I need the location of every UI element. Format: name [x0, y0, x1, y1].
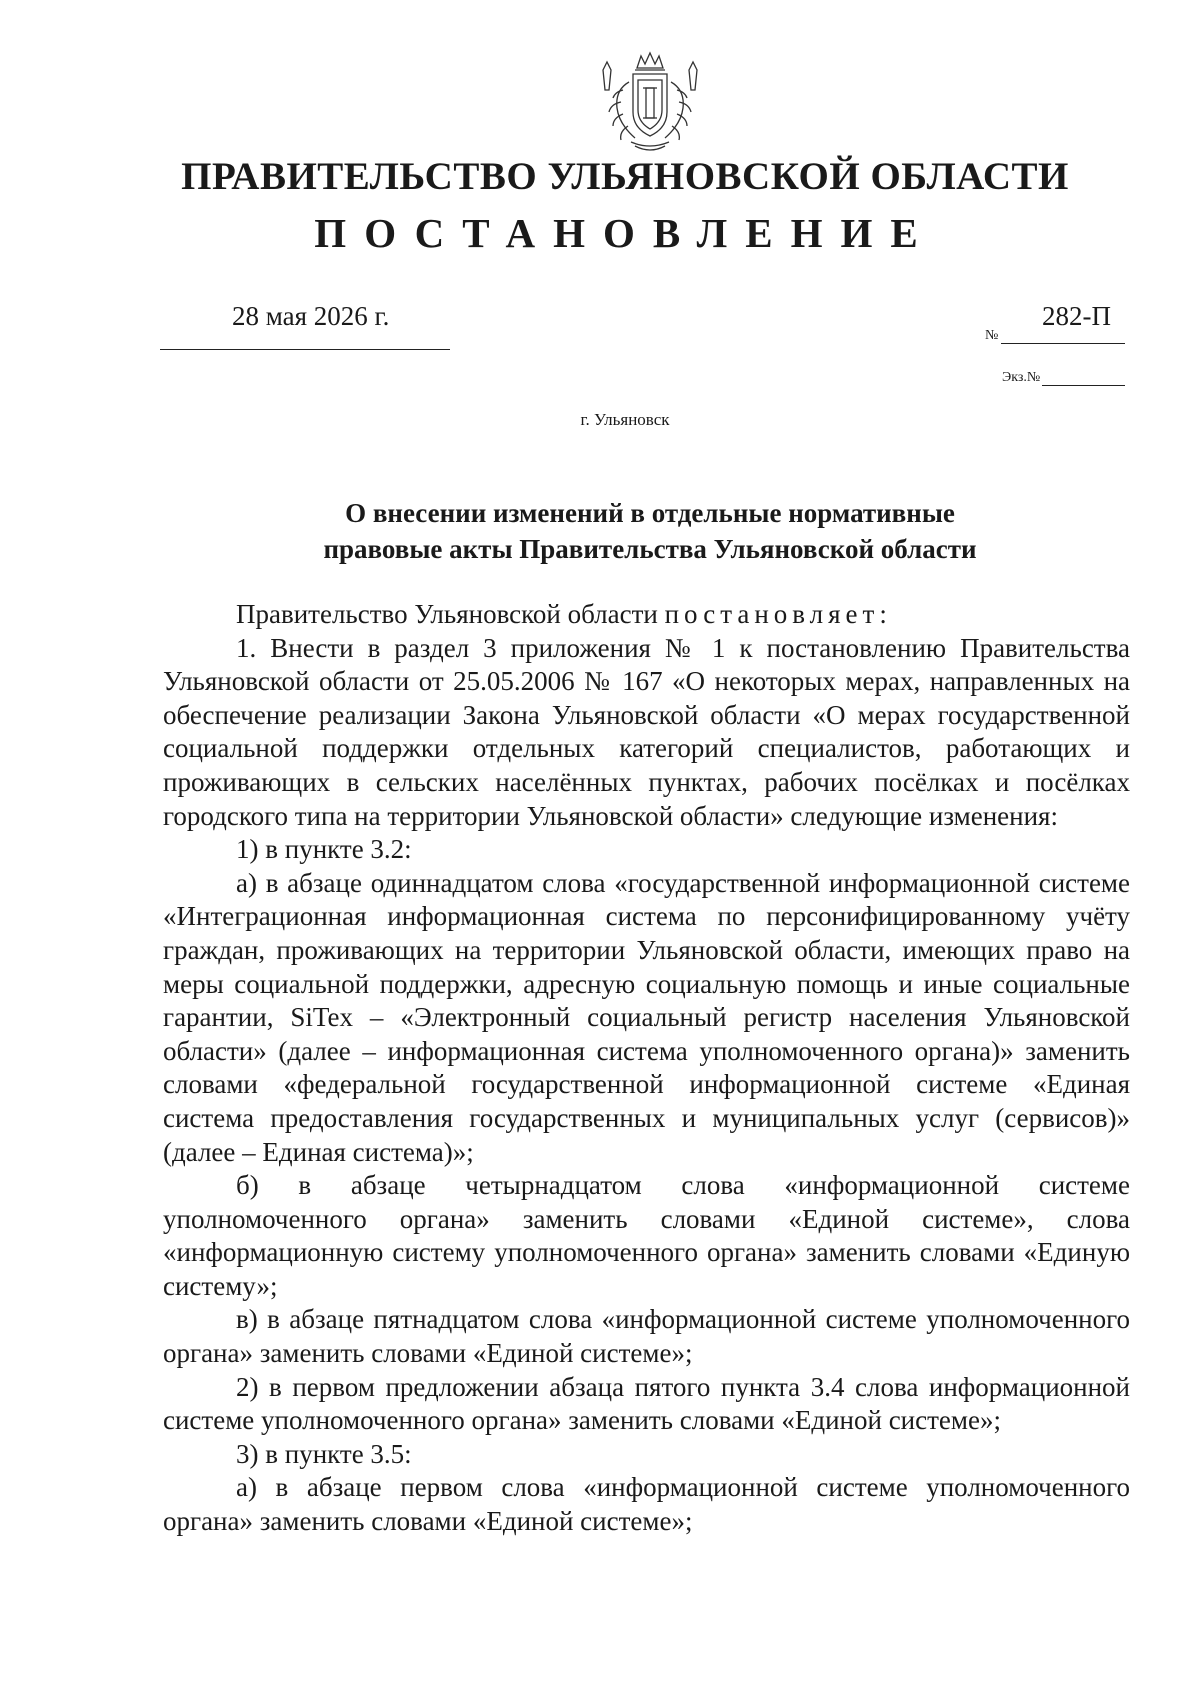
copy-underline — [1042, 384, 1125, 386]
document-type: ПОСТАНОВЛЕНИЕ — [314, 210, 936, 256]
document-date: 28 мая 2026 г. — [232, 301, 390, 331]
body-paragraph: 1) в пункте 3.2: — [236, 834, 412, 865]
document-subject — [300, 495, 1000, 567]
date-block — [160, 300, 450, 350]
body-paragraph: 1. Внести в раздел 3 приложения № 1 к постановлению Правительства Ульяновской области от 25.05.2006 № 167 «О некоторых мерах, направленных на обеспечение реализации Закона Ульяновской области «О мерах государственной социальной поддержки отдельных категорий специалистов, работающих и проживающих в сельских населённых пунктах, рабочих посёлках и посёлках городского типа на территории Ульяновской области» следующие изменения: — [163, 632, 1130, 831]
preamble-end: : — [879, 599, 887, 629]
preamble — [163, 598, 1130, 632]
copy-number-row — [1002, 370, 1125, 386]
organization-title: ПРАВИТЕЛЬСТВО УЛЬЯНОВСКОЙ ОБЛАСТИ — [181, 155, 1069, 198]
coat-of-arms-icon — [595, 50, 705, 158]
subject-line-2: правовые акты Правительства Ульяновской области — [323, 534, 977, 564]
city-name: г. Ульяновск — [580, 410, 670, 429]
subject-line-1: О внесении изменений в отдельные нормативные — [345, 498, 955, 528]
copy-label: Экз.№ — [1002, 370, 1041, 385]
document-number: 282-П — [1042, 301, 1111, 331]
body-paragraph: а) в абзаце первом слова «информационной системе уполномоченного органа» заменить словами «Единой системе»; — [163, 1472, 1130, 1537]
preamble-start: Правительство Ульяновской области — [236, 599, 665, 629]
document-body — [163, 598, 1130, 1539]
body-paragraph: в) в абзаце пятнадцатом слова «информационной системе уполномоченного органа» заменить словами «Единой системе»; — [163, 1304, 1130, 1369]
body-paragraph: б) в абзаце четырнадцатом слова «информационной системе уполномоченного органа» заменить словами «Единой системе», слова «информационную систему уполномоченного органа» заменить словами «Единую систему»; — [163, 1170, 1130, 1301]
number-underline — [1001, 342, 1125, 344]
date-underline — [160, 349, 450, 350]
preamble-decree-word: постановляет — [664, 599, 880, 629]
number-block — [985, 300, 1125, 344]
body-paragraph: а) в абзаце одиннадцатом слова «государственной информационной системе «Интеграционная информационная система по персонифицированному учёту граждан, проживающих на территории Ульяновской области, имеющих право на меры социальной поддержки, адресную социальную помощь и иные социальные гарантии, SiTex – «Электронный социальный регистр населения Ульяновской области» (далее – информационная система уполномоченного органа)» заменить словами «федеральной государственной информационной системе «Единая система предоставления государственных и муниципальных услуг (сервисов)» (далее – Единая система)»; — [163, 867, 1130, 1167]
number-label: № — [985, 328, 999, 343]
body-paragraph: 2) в первом предложении абзаца пятого пункта 3.4 слова информационной системе уполномоченного органа» заменить словами «Единой системе»; — [163, 1371, 1130, 1436]
body-paragraph: 3) в пункте 3.5: — [236, 1438, 412, 1469]
